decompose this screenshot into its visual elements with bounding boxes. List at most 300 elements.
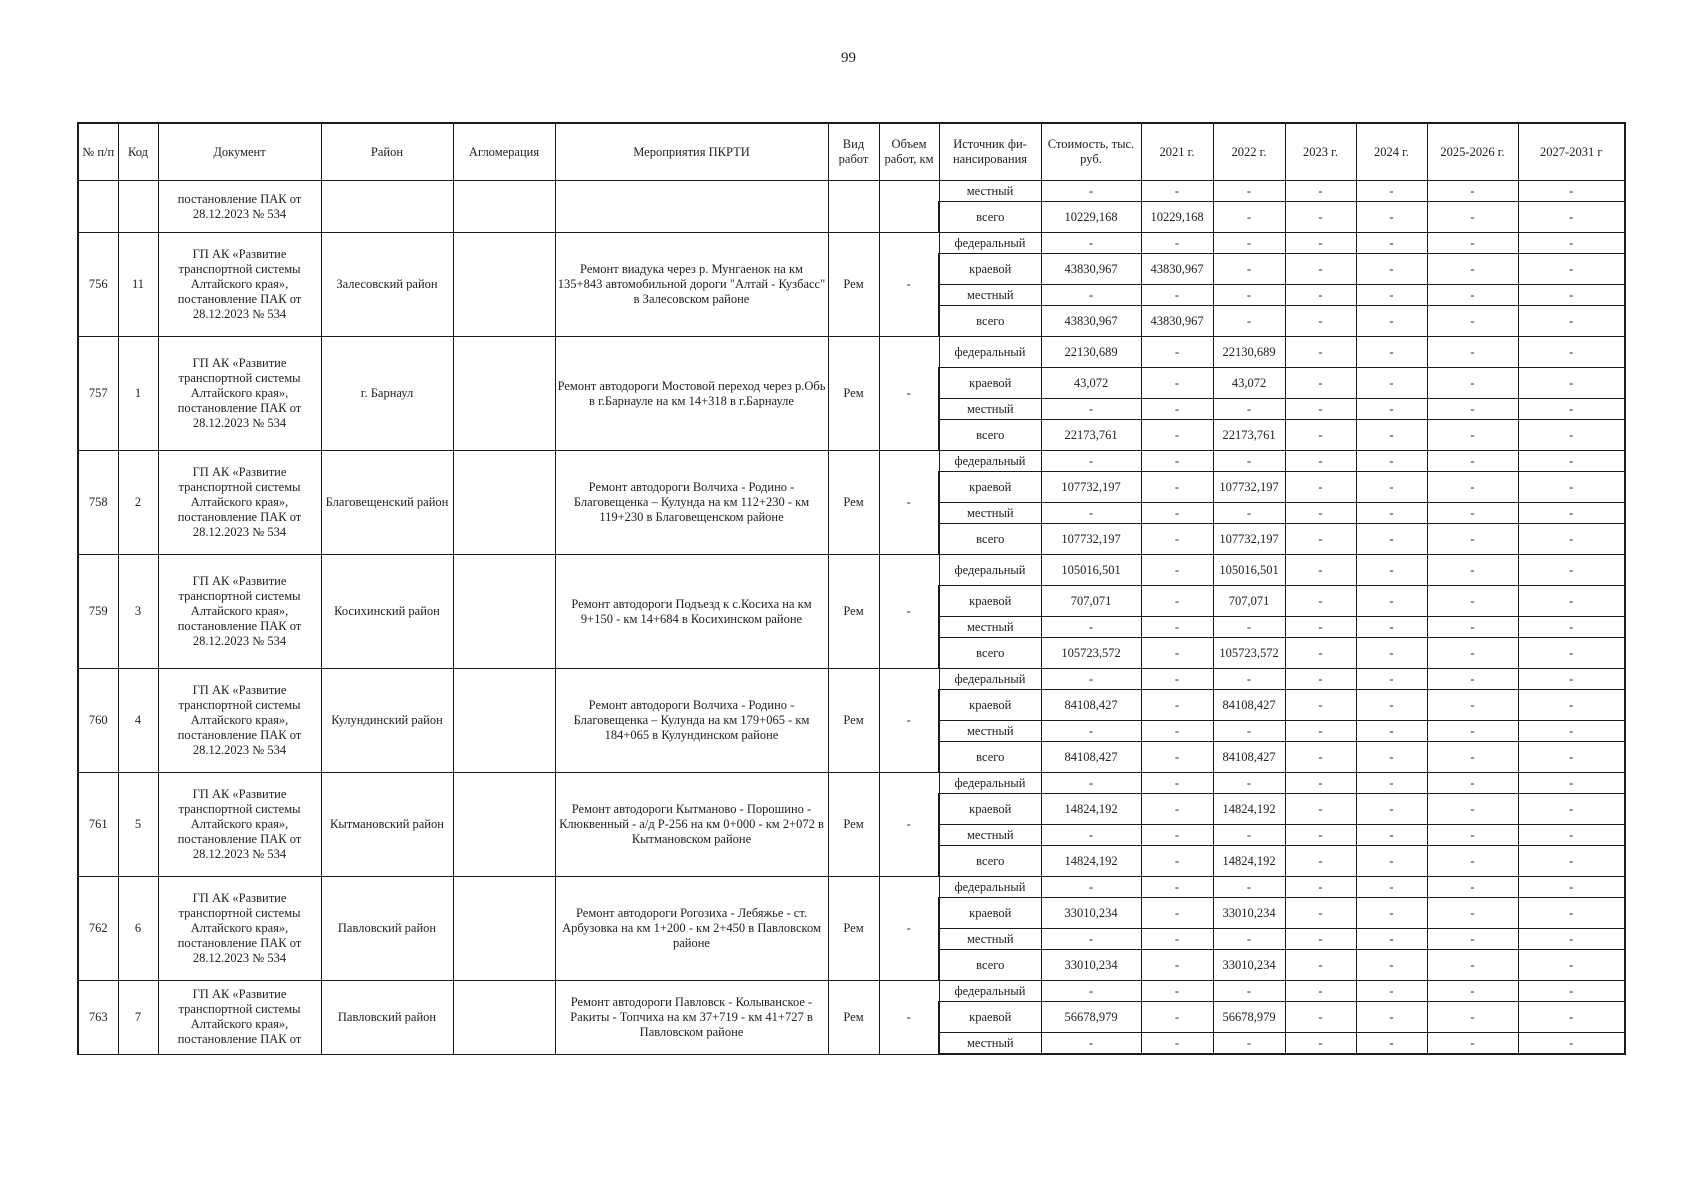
record-num: 761 (78, 773, 118, 877)
year-2025-2026-cell: - (1427, 399, 1518, 420)
year-2027-2031-cell: - (1518, 1033, 1625, 1055)
record-district: Благовещенский район (321, 451, 453, 555)
year-2021-cell: - (1141, 981, 1213, 1002)
year-2022-cell: 33010,234 (1213, 950, 1285, 981)
record-work-type: Рем (828, 981, 879, 1055)
year-2021-cell: - (1141, 898, 1213, 929)
year-2021-cell: - (1141, 399, 1213, 420)
record-district: Павловский район (321, 981, 453, 1055)
source-cell: краевой (939, 690, 1041, 721)
source-cell: местный (939, 617, 1041, 638)
table-row (78, 981, 1625, 1002)
year-2025-2026-cell: - (1427, 555, 1518, 586)
year-2021-cell: - (1141, 825, 1213, 846)
source-cell: местный (939, 285, 1041, 306)
year-2021-cell: - (1141, 929, 1213, 950)
year-2024-cell: - (1356, 202, 1427, 233)
record-document: ГП АК «Развитие транспортной системы Алтайского края», постановление ПАК от 28.12.2023 № 534 (158, 877, 321, 981)
source-cell: краевой (939, 898, 1041, 929)
year-2022-cell: - (1213, 825, 1285, 846)
year-2027-2031-cell: - (1518, 202, 1625, 233)
record-work-type: Рем (828, 451, 879, 555)
year-2027-2031-cell: - (1518, 898, 1625, 929)
cost-cell: 14824,192 (1041, 846, 1141, 877)
year-2025-2026-cell: - (1427, 690, 1518, 721)
source-cell: всего (939, 950, 1041, 981)
record-event: Ремонт автодороги Волчиха - Родино - Благовещенка – Кулунда на км 179+065 - км 184+065 в Кулундинском районе (555, 669, 828, 773)
record-volume (879, 181, 939, 233)
year-2025-2026-cell: - (1427, 773, 1518, 794)
cost-cell: - (1041, 669, 1141, 690)
year-2023-cell: - (1285, 981, 1356, 1002)
source-cell: краевой (939, 586, 1041, 617)
record-event: Ремонт автодороги Павловск - Колыванское - Ракиты - Топчиха на км 37+719 - км 41+727 в Павловском районе (555, 981, 828, 1055)
year-2024-cell: - (1356, 399, 1427, 420)
source-cell: местный (939, 1033, 1041, 1055)
record-volume: - (879, 451, 939, 555)
year-2027-2031-cell: - (1518, 337, 1625, 368)
year-2022-cell: - (1213, 1033, 1285, 1055)
record-event: Ремонт автодороги Мостовой переход через р.Обь в г.Барнауле на км 14+318 в г.Барнауле (555, 337, 828, 451)
year-2025-2026-cell: - (1427, 742, 1518, 773)
record-district: Кытмановский район (321, 773, 453, 877)
record-code: 4 (118, 669, 158, 773)
year-2025-2026-cell: - (1427, 1033, 1518, 1055)
year-2022-cell: - (1213, 617, 1285, 638)
year-2022-cell: - (1213, 929, 1285, 950)
cost-cell: - (1041, 617, 1141, 638)
cost-cell: 105723,572 (1041, 638, 1141, 669)
source-cell: местный (939, 929, 1041, 950)
cost-cell: 105016,501 (1041, 555, 1141, 586)
cost-cell: - (1041, 721, 1141, 742)
source-cell: краевой (939, 254, 1041, 285)
year-2022-cell: 22130,689 (1213, 337, 1285, 368)
year-2024-cell: - (1356, 524, 1427, 555)
record-num: 758 (78, 451, 118, 555)
year-2023-cell: - (1285, 254, 1356, 285)
cost-cell: - (1041, 1033, 1141, 1055)
year-2023-cell: - (1285, 555, 1356, 586)
year-2023-cell: - (1285, 399, 1356, 420)
cost-cell: - (1041, 825, 1141, 846)
year-2024-cell: - (1356, 503, 1427, 524)
record-code: 5 (118, 773, 158, 877)
year-2027-2031-cell: - (1518, 742, 1625, 773)
year-2027-2031-cell: - (1518, 233, 1625, 254)
year-2025-2026-cell: - (1427, 586, 1518, 617)
year-2021-cell: - (1141, 617, 1213, 638)
col-event: Мероприятия ПКРТИ (555, 123, 828, 181)
table-row (78, 555, 1625, 586)
record-document: ГП АК «Развитие транспортной системы Алтайского края», постановление ПАК от 28.12.2023 № 534 (158, 669, 321, 773)
year-2023-cell: - (1285, 669, 1356, 690)
year-2027-2031-cell: - (1518, 1002, 1625, 1033)
table-row (78, 669, 1625, 690)
record-document: ГП АК «Развитие транспортной системы Алтайского края», постановление ПАК от (158, 981, 321, 1055)
year-2023-cell: - (1285, 877, 1356, 898)
year-2025-2026-cell: - (1427, 825, 1518, 846)
year-2025-2026-cell: - (1427, 472, 1518, 503)
source-cell: всего (939, 420, 1041, 451)
year-2022-cell: 84108,427 (1213, 690, 1285, 721)
year-2022-cell: 14824,192 (1213, 794, 1285, 825)
year-2024-cell: - (1356, 669, 1427, 690)
year-2022-cell: 14824,192 (1213, 846, 1285, 877)
source-cell: всего (939, 846, 1041, 877)
year-2023-cell: - (1285, 181, 1356, 202)
col-work-type: Вид работ (828, 123, 879, 181)
year-2024-cell: - (1356, 420, 1427, 451)
record-work-type: Рем (828, 877, 879, 981)
year-2021-cell: - (1141, 586, 1213, 617)
source-cell: федеральный (939, 555, 1041, 586)
record-volume: - (879, 337, 939, 451)
source-cell: краевой (939, 794, 1041, 825)
cost-cell: 107732,197 (1041, 472, 1141, 503)
page-number: 99 (841, 50, 856, 66)
year-2025-2026-cell: - (1427, 794, 1518, 825)
year-2024-cell: - (1356, 306, 1427, 337)
source-cell: всего (939, 524, 1041, 555)
record-work-type: Рем (828, 337, 879, 451)
year-2024-cell: - (1356, 451, 1427, 472)
year-2022-cell: 84108,427 (1213, 742, 1285, 773)
source-cell: местный (939, 399, 1041, 420)
table-row (78, 773, 1625, 794)
year-2027-2031-cell: - (1518, 503, 1625, 524)
year-2024-cell: - (1356, 825, 1427, 846)
year-2024-cell: - (1356, 846, 1427, 877)
cost-cell: 84108,427 (1041, 742, 1141, 773)
year-2022-cell: 56678,979 (1213, 1002, 1285, 1033)
cost-cell: - (1041, 929, 1141, 950)
year-2025-2026-cell: - (1427, 929, 1518, 950)
cost-cell: - (1041, 181, 1141, 202)
year-2027-2031-cell: - (1518, 981, 1625, 1002)
year-2024-cell: - (1356, 368, 1427, 399)
year-2021-cell: 43830,967 (1141, 254, 1213, 285)
cost-cell: 14824,192 (1041, 794, 1141, 825)
year-2025-2026-cell: - (1427, 337, 1518, 368)
year-2024-cell: - (1356, 794, 1427, 825)
year-2021-cell: - (1141, 877, 1213, 898)
record-document: ГП АК «Развитие транспортной системы Алтайского края», постановление ПАК от 28.12.2023 № 534 (158, 451, 321, 555)
year-2021-cell: - (1141, 742, 1213, 773)
year-2023-cell: - (1285, 503, 1356, 524)
year-2025-2026-cell: - (1427, 721, 1518, 742)
year-2027-2031-cell: - (1518, 950, 1625, 981)
year-2024-cell: - (1356, 555, 1427, 586)
record-code (118, 181, 158, 233)
cost-cell: 107732,197 (1041, 524, 1141, 555)
col-district: Район (321, 123, 453, 181)
year-2024-cell: - (1356, 950, 1427, 981)
source-cell: всего (939, 638, 1041, 669)
year-2027-2031-cell: - (1518, 524, 1625, 555)
year-2024-cell: - (1356, 721, 1427, 742)
record-event (555, 181, 828, 233)
source-cell: всего (939, 306, 1041, 337)
year-2025-2026-cell: - (1427, 846, 1518, 877)
year-2023-cell: - (1285, 638, 1356, 669)
year-2025-2026-cell: - (1427, 524, 1518, 555)
year-2025-2026-cell: - (1427, 368, 1518, 399)
record-code: 11 (118, 233, 158, 337)
record-num: 760 (78, 669, 118, 773)
cost-cell: 22130,689 (1041, 337, 1141, 368)
year-2027-2031-cell: - (1518, 877, 1625, 898)
source-cell: краевой (939, 472, 1041, 503)
source-cell: федеральный (939, 451, 1041, 472)
source-cell: краевой (939, 368, 1041, 399)
source-cell: местный (939, 503, 1041, 524)
year-2023-cell: - (1285, 420, 1356, 451)
year-2021-cell: - (1141, 503, 1213, 524)
year-2021-cell: - (1141, 451, 1213, 472)
year-2025-2026-cell: - (1427, 1002, 1518, 1033)
year-2023-cell: - (1285, 617, 1356, 638)
col-code: Код (118, 123, 158, 181)
year-2024-cell: - (1356, 742, 1427, 773)
col-cost: Стоимость, тыс. руб. (1041, 123, 1141, 181)
year-2024-cell: - (1356, 337, 1427, 368)
year-2025-2026-cell: - (1427, 898, 1518, 929)
year-2021-cell: 10229,168 (1141, 202, 1213, 233)
cost-cell: - (1041, 503, 1141, 524)
year-2025-2026-cell: - (1427, 233, 1518, 254)
year-2021-cell: - (1141, 285, 1213, 306)
year-2027-2031-cell: - (1518, 368, 1625, 399)
year-2023-cell: - (1285, 898, 1356, 929)
year-2025-2026-cell: - (1427, 669, 1518, 690)
year-2024-cell: - (1356, 929, 1427, 950)
year-2027-2031-cell: - (1518, 420, 1625, 451)
year-2022-cell: - (1213, 233, 1285, 254)
table-row (78, 451, 1625, 472)
record-agglomeration (453, 233, 555, 337)
year-2024-cell: - (1356, 1033, 1427, 1055)
year-2022-cell: - (1213, 669, 1285, 690)
record-agglomeration (453, 981, 555, 1055)
record-document: постановление ПАК от 28.12.2023 № 534 (158, 181, 321, 233)
year-2025-2026-cell: - (1427, 306, 1518, 337)
source-cell: всего (939, 742, 1041, 773)
year-2023-cell: - (1285, 721, 1356, 742)
col-source: Источник фи-нансирования (939, 123, 1041, 181)
record-code: 1 (118, 337, 158, 451)
year-2022-cell: - (1213, 285, 1285, 306)
record-code: 7 (118, 981, 158, 1055)
year-2025-2026-cell: - (1427, 638, 1518, 669)
year-2024-cell: - (1356, 285, 1427, 306)
year-2022-cell: - (1213, 181, 1285, 202)
year-2021-cell: - (1141, 721, 1213, 742)
cost-cell: 43830,967 (1041, 254, 1141, 285)
record-volume: - (879, 981, 939, 1055)
year-2021-cell: 43830,967 (1141, 306, 1213, 337)
year-2025-2026-cell: - (1427, 877, 1518, 898)
table-row (78, 233, 1625, 254)
record-num: 762 (78, 877, 118, 981)
record-agglomeration (453, 773, 555, 877)
cost-cell: - (1041, 877, 1141, 898)
record-volume: - (879, 877, 939, 981)
year-2022-cell: 105016,501 (1213, 555, 1285, 586)
year-2021-cell: - (1141, 420, 1213, 451)
year-2027-2031-cell: - (1518, 638, 1625, 669)
record-volume: - (879, 233, 939, 337)
col-document: Документ (158, 123, 321, 181)
record-agglomeration (453, 451, 555, 555)
source-cell: федеральный (939, 233, 1041, 254)
year-2021-cell: - (1141, 846, 1213, 877)
year-2022-cell: - (1213, 202, 1285, 233)
year-2022-cell: 107732,197 (1213, 524, 1285, 555)
cost-cell: 707,071 (1041, 586, 1141, 617)
cost-cell: - (1041, 233, 1141, 254)
year-2023-cell: - (1285, 285, 1356, 306)
year-2024-cell: - (1356, 586, 1427, 617)
record-work-type: Рем (828, 555, 879, 669)
record-event: Ремонт виадука через р. Мунгаенок на км 135+843 автомобильной дороги "Алтай - Кузбасс" в Залесовском районе (555, 233, 828, 337)
record-work-type: Рем (828, 773, 879, 877)
table-row (78, 337, 1625, 368)
record-event: Ремонт автодороги Кытманово - Порошино - Клюквенный - а/д Р-256 на км 0+000 - км 2+072 в Кытмановском районе (555, 773, 828, 877)
year-2025-2026-cell: - (1427, 181, 1518, 202)
source-cell: местный (939, 721, 1041, 742)
year-2024-cell: - (1356, 181, 1427, 202)
year-2021-cell: - (1141, 638, 1213, 669)
record-code: 2 (118, 451, 158, 555)
source-cell: местный (939, 181, 1041, 202)
record-agglomeration (453, 181, 555, 233)
year-2021-cell: - (1141, 1033, 1213, 1055)
year-2027-2031-cell: - (1518, 929, 1625, 950)
year-2027-2031-cell: - (1518, 721, 1625, 742)
year-2022-cell: 707,071 (1213, 586, 1285, 617)
record-num (78, 181, 118, 233)
record-district: Залесовский район (321, 233, 453, 337)
year-2023-cell: - (1285, 794, 1356, 825)
year-2027-2031-cell: - (1518, 825, 1625, 846)
year-2023-cell: - (1285, 950, 1356, 981)
year-2021-cell: - (1141, 181, 1213, 202)
year-2022-cell: - (1213, 721, 1285, 742)
record-event: Ремонт автодороги Подъезд к с.Косиха на км 9+150 - км 14+684 в Косихинском районе (555, 555, 828, 669)
cost-cell: - (1041, 451, 1141, 472)
record-agglomeration (453, 669, 555, 773)
year-2025-2026-cell: - (1427, 981, 1518, 1002)
record-code: 3 (118, 555, 158, 669)
cost-cell: 43,072 (1041, 368, 1141, 399)
year-2021-cell: - (1141, 773, 1213, 794)
col-2027-2031: 2027-2031 г (1518, 123, 1625, 181)
year-2021-cell: - (1141, 524, 1213, 555)
record-num: 756 (78, 233, 118, 337)
source-cell: местный (939, 825, 1041, 846)
year-2024-cell: - (1356, 254, 1427, 285)
year-2022-cell: - (1213, 773, 1285, 794)
cost-cell: - (1041, 285, 1141, 306)
year-2023-cell: - (1285, 690, 1356, 721)
source-cell: федеральный (939, 877, 1041, 898)
year-2023-cell: - (1285, 451, 1356, 472)
col-volume: Объем работ, км (879, 123, 939, 181)
year-2027-2031-cell: - (1518, 794, 1625, 825)
cost-cell: 10229,168 (1041, 202, 1141, 233)
year-2025-2026-cell: - (1427, 617, 1518, 638)
year-2021-cell: - (1141, 794, 1213, 825)
year-2027-2031-cell: - (1518, 472, 1625, 503)
record-agglomeration (453, 555, 555, 669)
year-2027-2031-cell: - (1518, 773, 1625, 794)
cost-cell: 43830,967 (1041, 306, 1141, 337)
source-cell: федеральный (939, 669, 1041, 690)
source-cell: федеральный (939, 981, 1041, 1002)
record-document: ГП АК «Развитие транспортной системы Алтайского края», постановление ПАК от 28.12.2023 № 534 (158, 233, 321, 337)
year-2023-cell: - (1285, 306, 1356, 337)
year-2023-cell: - (1285, 524, 1356, 555)
year-2024-cell: - (1356, 233, 1427, 254)
record-document: ГП АК «Развитие транспортной системы Алтайского края», постановление ПАК от 28.12.2023 № 534 (158, 555, 321, 669)
year-2023-cell: - (1285, 773, 1356, 794)
year-2022-cell: - (1213, 877, 1285, 898)
year-2027-2031-cell: - (1518, 555, 1625, 586)
year-2024-cell: - (1356, 1002, 1427, 1033)
year-2022-cell: - (1213, 451, 1285, 472)
col-2023: 2023 г. (1285, 123, 1356, 181)
year-2022-cell: - (1213, 254, 1285, 285)
year-2022-cell: - (1213, 399, 1285, 420)
year-2023-cell: - (1285, 825, 1356, 846)
year-2023-cell: - (1285, 337, 1356, 368)
record-agglomeration (453, 877, 555, 981)
year-2023-cell: - (1285, 1033, 1356, 1055)
year-2025-2026-cell: - (1427, 950, 1518, 981)
source-cell: федеральный (939, 337, 1041, 368)
record-document: ГП АК «Развитие транспортной системы Алтайского края», постановление ПАК от 28.12.2023 № 534 (158, 337, 321, 451)
year-2025-2026-cell: - (1427, 285, 1518, 306)
year-2023-cell: - (1285, 742, 1356, 773)
table-row (78, 181, 1625, 202)
cost-cell: 56678,979 (1041, 1002, 1141, 1033)
table-body (78, 181, 1625, 1055)
year-2027-2031-cell: - (1518, 254, 1625, 285)
year-2024-cell: - (1356, 472, 1427, 503)
record-work-type: Рем (828, 669, 879, 773)
year-2027-2031-cell: - (1518, 306, 1625, 337)
year-2021-cell: - (1141, 690, 1213, 721)
record-num: 757 (78, 337, 118, 451)
year-2027-2031-cell: - (1518, 617, 1625, 638)
year-2021-cell: - (1141, 669, 1213, 690)
year-2021-cell: - (1141, 233, 1213, 254)
record-agglomeration (453, 337, 555, 451)
record-district: Косихинский район (321, 555, 453, 669)
source-cell: всего (939, 202, 1041, 233)
year-2022-cell: 107732,197 (1213, 472, 1285, 503)
year-2023-cell: - (1285, 586, 1356, 617)
year-2021-cell: - (1141, 337, 1213, 368)
year-2022-cell: - (1213, 981, 1285, 1002)
cost-cell: - (1041, 981, 1141, 1002)
year-2023-cell: - (1285, 202, 1356, 233)
year-2023-cell: - (1285, 929, 1356, 950)
col-agglomeration: Агломерация (453, 123, 555, 181)
year-2025-2026-cell: - (1427, 451, 1518, 472)
year-2023-cell: - (1285, 846, 1356, 877)
